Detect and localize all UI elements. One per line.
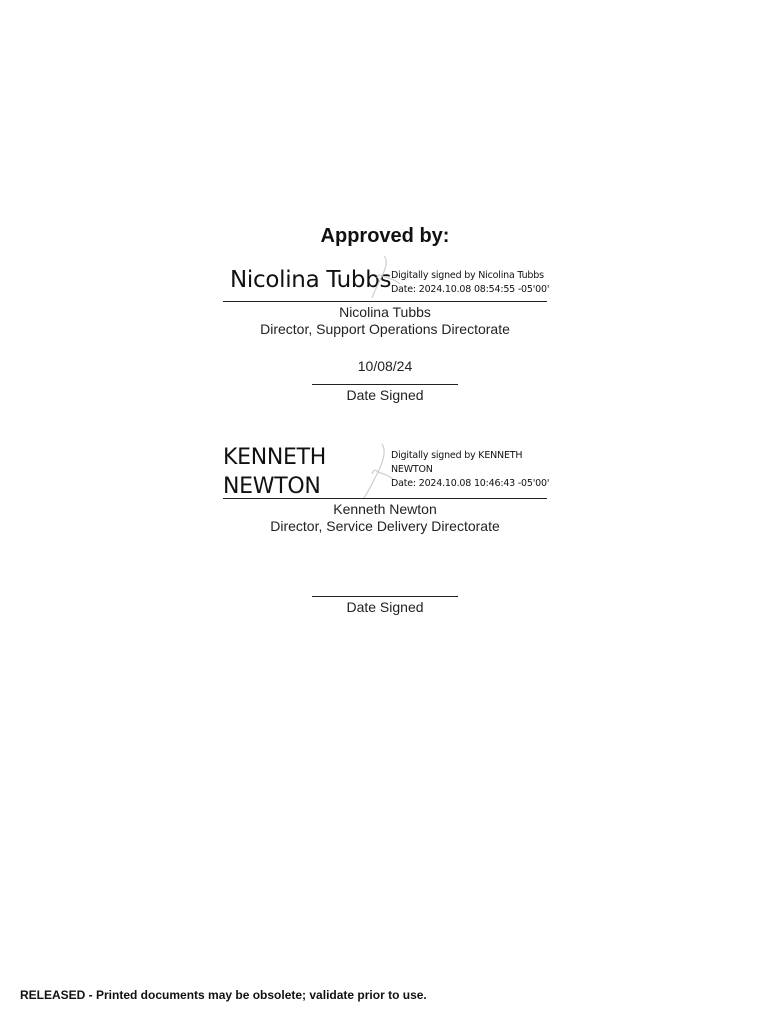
date-rule — [312, 384, 458, 385]
digital-signature-line: NEWTON — [391, 464, 433, 475]
digital-signature-line: Digitally signed by Nicolina Tubbs — [391, 270, 544, 281]
signature-name: Nicolina Tubbs — [230, 267, 392, 293]
signature-rule — [223, 498, 547, 499]
date-signed-label: Date Signed — [346, 599, 424, 615]
signature-name-line: NEWTON — [223, 474, 321, 499]
signer-title: Director, Service Delivery Directorate — [270, 518, 500, 534]
signature-rule — [223, 301, 547, 302]
date-rule — [312, 596, 458, 597]
date-signed-value: 10/08/24 — [357, 358, 413, 374]
printed-name: Kenneth Newton — [333, 501, 437, 517]
signature-name-line: KENNETH — [223, 445, 327, 470]
digital-signature-date: Date: 2024.10.08 08:54:55 -05'00' — [391, 284, 550, 295]
release-footer: RELEASED - Printed documents may be obsolete; validate prior to use. — [20, 988, 427, 1002]
approved-by-heading: Approved by: — [320, 225, 450, 247]
digital-signature-line: Digitally signed by KENNETH — [391, 450, 523, 461]
signer-title: Director, Support Operations Directorate — [260, 321, 510, 337]
digital-signature-date: Date: 2024.10.08 10:46:43 -05'00' — [391, 478, 550, 489]
date-signed-label: Date Signed — [346, 387, 424, 403]
printed-name: Nicolina Tubbs — [339, 304, 431, 320]
